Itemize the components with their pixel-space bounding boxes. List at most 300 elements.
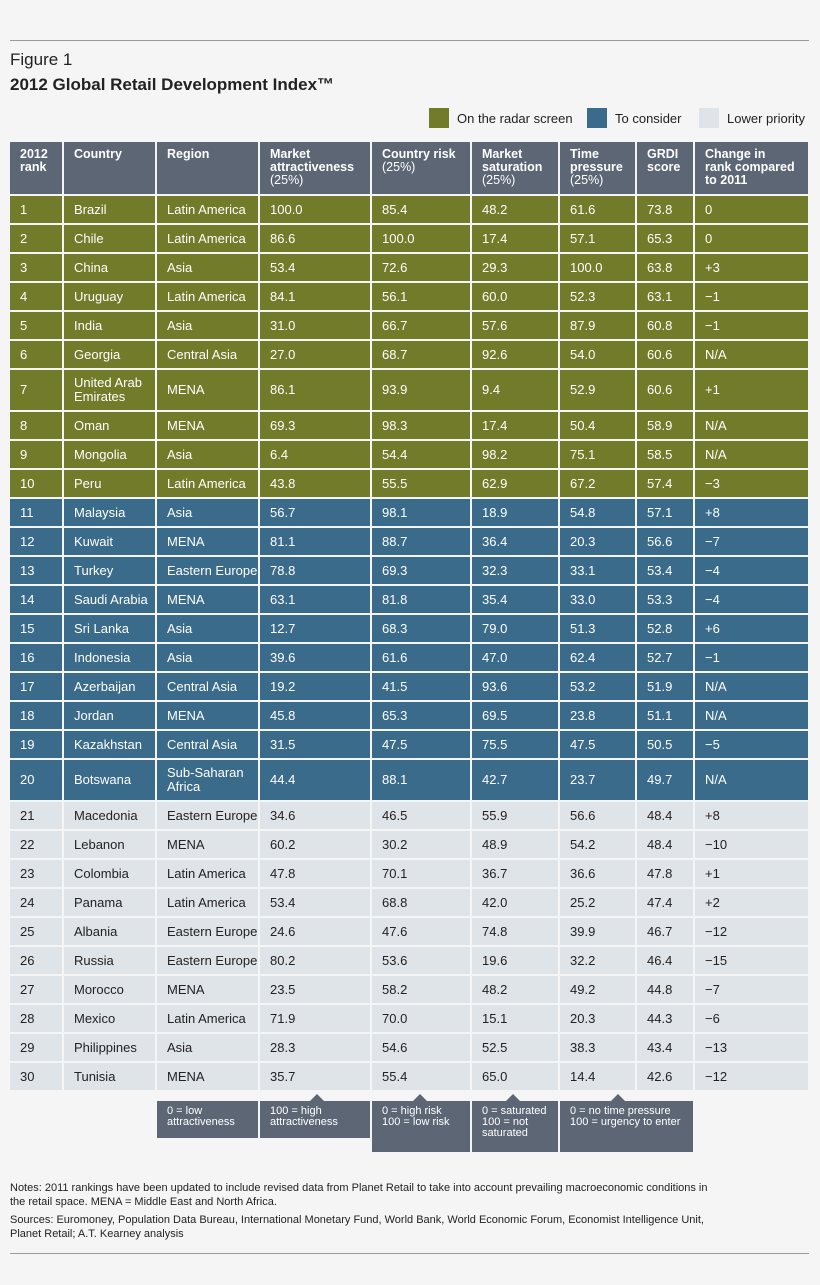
time-pressure-cell: 87.9 xyxy=(560,312,635,339)
country-cell: Tunisia xyxy=(64,1063,155,1090)
country-risk-cell: 88.7 xyxy=(372,528,470,555)
country-risk-cell: 98.3 xyxy=(372,412,470,439)
time-pressure-cell: 36.6 xyxy=(560,860,635,887)
country-risk-cell: 30.2 xyxy=(372,831,470,858)
region-cell: Central Asia xyxy=(157,731,258,758)
time-pressure-cell: 56.6 xyxy=(560,802,635,829)
country-risk-cell: 46.5 xyxy=(372,802,470,829)
time-pressure-cell: 75.1 xyxy=(560,441,635,468)
grdi-score-cell: 60.6 xyxy=(637,341,693,368)
grdi-score-cell: 52.8 xyxy=(637,615,693,642)
country-risk-cell: 88.1 xyxy=(372,760,470,800)
header-market-attractiveness: Market attractiveness (25%) xyxy=(260,142,370,194)
time-pressure-cell: 52.3 xyxy=(560,283,635,310)
time-pressure-cell: 54.2 xyxy=(560,831,635,858)
rank-cell: 12 xyxy=(10,528,62,555)
market-attractiveness-cell: 27.0 xyxy=(260,341,370,368)
region-cell: MENA xyxy=(157,586,258,613)
country-risk-cell: 53.6 xyxy=(372,947,470,974)
time-pressure-cell: 20.3 xyxy=(560,528,635,555)
region-cell: Asia xyxy=(157,441,258,468)
country-risk-cell: 70.0 xyxy=(372,1005,470,1032)
rank-cell: 6 xyxy=(10,341,62,368)
country-cell: Colombia xyxy=(64,860,155,887)
market-attractiveness-cell: 34.6 xyxy=(260,802,370,829)
market-saturation-cell: 74.8 xyxy=(472,918,558,945)
market-saturation-cell: 42.0 xyxy=(472,889,558,916)
time-pressure-cell: 32.2 xyxy=(560,947,635,974)
country-risk-cell: 85.4 xyxy=(372,196,470,223)
market-attractiveness-cell: 31.0 xyxy=(260,312,370,339)
figure-label: Figure 1 xyxy=(10,50,73,69)
grdi-score-cell: 46.7 xyxy=(637,918,693,945)
country-risk-cell: 61.6 xyxy=(372,644,470,671)
grdi-score-cell: 52.7 xyxy=(637,644,693,671)
market-saturation-cell: 36.4 xyxy=(472,528,558,555)
country-risk-cell: 54.6 xyxy=(372,1034,470,1061)
grdi-score-cell: 60.8 xyxy=(637,312,693,339)
country-risk-cell: 66.7 xyxy=(372,312,470,339)
scale-note-line: 100 = low risk xyxy=(382,1116,450,1128)
rank-cell: 21 xyxy=(10,802,62,829)
country-risk-cell: 41.5 xyxy=(372,673,470,700)
grdi-score-cell: 60.6 xyxy=(637,370,693,410)
market-attractiveness-cell: 86.1 xyxy=(260,370,370,410)
grdi-score-cell: 47.8 xyxy=(637,860,693,887)
country-risk-cell: 100.0 xyxy=(372,225,470,252)
rank-cell: 17 xyxy=(10,673,62,700)
rank-change-cell: −12 xyxy=(695,918,808,945)
legend-item xyxy=(699,108,805,128)
market-attractiveness-cell: 12.7 xyxy=(260,615,370,642)
region-cell: Latin America xyxy=(157,470,258,497)
market-attractiveness-cell: 63.1 xyxy=(260,586,370,613)
country-cell: Panama xyxy=(64,889,155,916)
callout-pointer xyxy=(611,1094,625,1101)
market-saturation-cell: 98.2 xyxy=(472,441,558,468)
region-cell: Latin America xyxy=(157,1005,258,1032)
grdi-score-cell: 57.4 xyxy=(637,470,693,497)
grdi-score-cell: 58.5 xyxy=(637,441,693,468)
grdi-score-cell: 47.4 xyxy=(637,889,693,916)
region-cell: Asia xyxy=(157,312,258,339)
grdi-score-cell: 44.3 xyxy=(637,1005,693,1032)
country-cell: Chile xyxy=(64,225,155,252)
market-attractiveness-cell: 84.1 xyxy=(260,283,370,310)
market-saturation-cell: 48.2 xyxy=(472,976,558,1003)
scale-note-line: attractiveness xyxy=(270,1116,338,1128)
rank-cell: 14 xyxy=(10,586,62,613)
region-cell: MENA xyxy=(157,976,258,1003)
rank-change-cell: −5 xyxy=(695,731,808,758)
time-pressure-cell: 50.4 xyxy=(560,412,635,439)
rank-cell: 2 xyxy=(10,225,62,252)
country-cell: Botswana xyxy=(64,760,155,800)
region-cell: Asia xyxy=(157,1034,258,1061)
country-cell: Azerbaijan xyxy=(64,673,155,700)
rank-change-cell: −7 xyxy=(695,976,808,1003)
region-cell: Asia xyxy=(157,499,258,526)
scale-note-line: saturated xyxy=(482,1127,528,1139)
market-saturation-cell: 93.6 xyxy=(472,673,558,700)
top-rule xyxy=(10,40,809,41)
rank-cell: 27 xyxy=(10,976,62,1003)
market-attractiveness-cell: 23.5 xyxy=(260,976,370,1003)
grdi-score-cell: 58.9 xyxy=(637,412,693,439)
country-cell: Peru xyxy=(64,470,155,497)
market-attractiveness-cell: 53.4 xyxy=(260,254,370,281)
legend-label: Lower priority xyxy=(727,110,806,126)
country-risk-cell: 65.3 xyxy=(372,702,470,729)
rank-cell: 19 xyxy=(10,731,62,758)
time-pressure-cell: 25.2 xyxy=(560,889,635,916)
time-pressure-cell: 61.6 xyxy=(560,196,635,223)
rank-cell: 18 xyxy=(10,702,62,729)
country-cell: Malaysia xyxy=(64,499,155,526)
rank-change-cell: +8 xyxy=(695,802,808,829)
region-cell: Eastern Europe xyxy=(157,947,258,974)
rank-cell: 16 xyxy=(10,644,62,671)
rank-change-cell: N/A xyxy=(695,702,808,729)
region-cell: Asia xyxy=(157,254,258,281)
country-risk-cell: 68.7 xyxy=(372,341,470,368)
grdi-score-cell: 53.4 xyxy=(637,557,693,584)
market-attractiveness-cell: 78.8 xyxy=(260,557,370,584)
rank-cell: 1 xyxy=(10,196,62,223)
header-change-in-rank: Change in rank compared to 2011 xyxy=(695,142,808,194)
market-attractiveness-cell: 31.5 xyxy=(260,731,370,758)
rank-change-cell: −12 xyxy=(695,1063,808,1090)
rank-change-cell: −15 xyxy=(695,947,808,974)
rank-change-cell: 0 xyxy=(695,196,808,223)
country-cell: Philippines xyxy=(64,1034,155,1061)
legend-swatch xyxy=(699,108,719,128)
region-cell: MENA xyxy=(157,702,258,729)
scale-note xyxy=(260,1101,370,1138)
region-cell: Eastern Europe xyxy=(157,802,258,829)
region-cell: Central Asia xyxy=(157,341,258,368)
market-saturation-cell: 35.4 xyxy=(472,586,558,613)
rank-cell: 11 xyxy=(10,499,62,526)
region-cell: Sub-Saharan Africa xyxy=(157,760,258,800)
scale-note-line: 100 = urgency to enter xyxy=(570,1116,681,1128)
market-attractiveness-cell: 19.2 xyxy=(260,673,370,700)
rank-cell: 15 xyxy=(10,615,62,642)
time-pressure-cell: 33.0 xyxy=(560,586,635,613)
scale-note xyxy=(157,1101,258,1138)
market-attractiveness-cell: 80.2 xyxy=(260,947,370,974)
rank-cell: 30 xyxy=(10,1063,62,1090)
time-pressure-cell: 54.0 xyxy=(560,341,635,368)
time-pressure-cell: 49.2 xyxy=(560,976,635,1003)
country-cell: Uruguay xyxy=(64,283,155,310)
scale-note-line: 0 = high risk xyxy=(382,1105,442,1117)
market-attractiveness-cell: 53.4 xyxy=(260,889,370,916)
market-saturation-cell: 17.4 xyxy=(472,225,558,252)
country-risk-cell: 70.1 xyxy=(372,860,470,887)
country-cell: Kazakhstan xyxy=(64,731,155,758)
market-saturation-cell: 48.9 xyxy=(472,831,558,858)
time-pressure-cell: 62.4 xyxy=(560,644,635,671)
market-attractiveness-cell: 60.2 xyxy=(260,831,370,858)
rank-change-cell: N/A xyxy=(695,760,808,800)
country-risk-cell: 98.1 xyxy=(372,499,470,526)
country-cell: Lebanon xyxy=(64,831,155,858)
grdi-score-cell: 49.7 xyxy=(637,760,693,800)
rank-cell: 5 xyxy=(10,312,62,339)
rank-cell: 9 xyxy=(10,441,62,468)
rank-change-cell: 0 xyxy=(695,225,808,252)
grdi-score-cell: 42.6 xyxy=(637,1063,693,1090)
country-cell: Albania xyxy=(64,918,155,945)
rank-cell: 22 xyxy=(10,831,62,858)
market-saturation-cell: 75.5 xyxy=(472,731,558,758)
rank-change-cell: +2 xyxy=(695,889,808,916)
country-cell: Macedonia xyxy=(64,802,155,829)
country-cell: Indonesia xyxy=(64,644,155,671)
market-saturation-cell: 55.9 xyxy=(472,802,558,829)
market-saturation-cell: 60.0 xyxy=(472,283,558,310)
market-saturation-cell: 17.4 xyxy=(472,412,558,439)
rank-change-cell: N/A xyxy=(695,341,808,368)
grdi-score-cell: 51.9 xyxy=(637,673,693,700)
header-rank: 2012 rank xyxy=(10,142,62,194)
country-risk-cell: 58.2 xyxy=(372,976,470,1003)
time-pressure-cell: 39.9 xyxy=(560,918,635,945)
time-pressure-cell: 23.8 xyxy=(560,702,635,729)
header-country: Country xyxy=(64,142,155,194)
rank-change-cell: N/A xyxy=(695,441,808,468)
grdi-score-cell: 63.1 xyxy=(637,283,693,310)
rank-cell: 20 xyxy=(10,760,62,800)
header-market-saturation: Market saturation (25%) xyxy=(472,142,558,194)
rank-cell: 28 xyxy=(10,1005,62,1032)
grdi-score-cell: 43.4 xyxy=(637,1034,693,1061)
market-attractiveness-cell: 35.7 xyxy=(260,1063,370,1090)
country-risk-cell: 68.8 xyxy=(372,889,470,916)
scale-note-line: 100 = not xyxy=(482,1116,529,1128)
region-cell: Eastern Europe xyxy=(157,918,258,945)
grdi-score-cell: 73.8 xyxy=(637,196,693,223)
rank-change-cell: −3 xyxy=(695,470,808,497)
region-cell: MENA xyxy=(157,528,258,555)
time-pressure-cell: 57.1 xyxy=(560,225,635,252)
country-cell: United Arab Emirates xyxy=(64,370,155,410)
market-attractiveness-cell: 39.6 xyxy=(260,644,370,671)
rank-cell: 13 xyxy=(10,557,62,584)
rank-change-cell: −4 xyxy=(695,557,808,584)
country-risk-cell: 47.6 xyxy=(372,918,470,945)
region-cell: Latin America xyxy=(157,283,258,310)
scale-note xyxy=(372,1101,470,1152)
rank-change-cell: +1 xyxy=(695,860,808,887)
grdi-score-cell: 48.4 xyxy=(637,802,693,829)
legend-swatch xyxy=(429,108,449,128)
rank-cell: 10 xyxy=(10,470,62,497)
market-saturation-cell: 18.9 xyxy=(472,499,558,526)
country-risk-cell: 54.4 xyxy=(372,441,470,468)
market-attractiveness-cell: 45.8 xyxy=(260,702,370,729)
market-saturation-cell: 15.1 xyxy=(472,1005,558,1032)
scale-note-line: 0 = saturated xyxy=(482,1105,547,1117)
country-risk-cell: 69.3 xyxy=(372,557,470,584)
country-cell: Brazil xyxy=(64,196,155,223)
market-attractiveness-cell: 6.4 xyxy=(260,441,370,468)
country-risk-cell: 72.6 xyxy=(372,254,470,281)
time-pressure-cell: 38.3 xyxy=(560,1034,635,1061)
notes-text: Notes: 2011 rankings have been updated to include revised data from Planet Retail to take into account prevailing macroeconomic conditions in the retail space. MENA = Middle East and North Africa. xyxy=(10,1182,708,1208)
region-cell: Latin America xyxy=(157,196,258,223)
rank-cell: 24 xyxy=(10,889,62,916)
grdi-score-cell: 51.1 xyxy=(637,702,693,729)
time-pressure-cell: 100.0 xyxy=(560,254,635,281)
grdi-score-cell: 44.8 xyxy=(637,976,693,1003)
scale-note-line: 0 = no time pressure xyxy=(570,1105,671,1117)
time-pressure-cell: 54.8 xyxy=(560,499,635,526)
market-attractiveness-cell: 24.6 xyxy=(260,918,370,945)
market-attractiveness-cell: 86.6 xyxy=(260,225,370,252)
region-cell: Latin America xyxy=(157,225,258,252)
market-saturation-cell: 79.0 xyxy=(472,615,558,642)
rank-change-cell: +8 xyxy=(695,499,808,526)
market-saturation-cell: 65.0 xyxy=(472,1063,558,1090)
region-cell: Central Asia xyxy=(157,673,258,700)
country-cell: Georgia xyxy=(64,341,155,368)
market-saturation-cell: 47.0 xyxy=(472,644,558,671)
market-saturation-cell: 32.3 xyxy=(472,557,558,584)
region-cell: Latin America xyxy=(157,860,258,887)
market-attractiveness-cell: 100.0 xyxy=(260,196,370,223)
grdi-score-cell: 63.8 xyxy=(637,254,693,281)
callout-pointer xyxy=(310,1094,324,1101)
country-cell: Kuwait xyxy=(64,528,155,555)
scale-note-line: attractiveness xyxy=(167,1116,235,1128)
grdi-score-cell: 46.4 xyxy=(637,947,693,974)
time-pressure-cell: 20.3 xyxy=(560,1005,635,1032)
grdi-score-cell: 65.3 xyxy=(637,225,693,252)
country-risk-cell: 81.8 xyxy=(372,586,470,613)
legend-item xyxy=(429,108,573,128)
region-cell: Asia xyxy=(157,615,258,642)
rank-change-cell: +6 xyxy=(695,615,808,642)
time-pressure-cell: 23.7 xyxy=(560,760,635,800)
bottom-rule xyxy=(10,1253,809,1254)
country-risk-cell: 55.4 xyxy=(372,1063,470,1090)
rank-cell: 3 xyxy=(10,254,62,281)
region-cell: MENA xyxy=(157,370,258,410)
grdi-score-cell: 56.6 xyxy=(637,528,693,555)
time-pressure-cell: 14.4 xyxy=(560,1063,635,1090)
market-attractiveness-cell: 71.9 xyxy=(260,1005,370,1032)
country-cell: Oman xyxy=(64,412,155,439)
rank-change-cell: −13 xyxy=(695,1034,808,1061)
country-risk-cell: 93.9 xyxy=(372,370,470,410)
country-cell: India xyxy=(64,312,155,339)
market-attractiveness-cell: 81.1 xyxy=(260,528,370,555)
header-country-risk: Country risk (25%) xyxy=(372,142,470,194)
legend-label: To consider xyxy=(615,110,682,126)
market-attractiveness-cell: 56.7 xyxy=(260,499,370,526)
rank-change-cell: N/A xyxy=(695,412,808,439)
country-risk-cell: 55.5 xyxy=(372,470,470,497)
country-cell: Turkey xyxy=(64,557,155,584)
legend-swatch xyxy=(587,108,607,128)
market-saturation-cell: 29.3 xyxy=(472,254,558,281)
country-cell: Russia xyxy=(64,947,155,974)
rank-change-cell: −7 xyxy=(695,528,808,555)
rank-cell: 23 xyxy=(10,860,62,887)
rank-change-cell: −6 xyxy=(695,1005,808,1032)
market-saturation-cell: 19.6 xyxy=(472,947,558,974)
scale-note xyxy=(560,1101,693,1152)
time-pressure-cell: 33.1 xyxy=(560,557,635,584)
rank-cell: 26 xyxy=(10,947,62,974)
time-pressure-cell: 67.2 xyxy=(560,470,635,497)
market-attractiveness-cell: 69.3 xyxy=(260,412,370,439)
country-cell: Saudi Arabia xyxy=(64,586,155,613)
legend-label: On the radar screen xyxy=(457,110,573,126)
time-pressure-cell: 53.2 xyxy=(560,673,635,700)
market-saturation-cell: 9.4 xyxy=(472,370,558,410)
market-saturation-cell: 62.9 xyxy=(472,470,558,497)
market-saturation-cell: 57.6 xyxy=(472,312,558,339)
market-saturation-cell: 42.7 xyxy=(472,760,558,800)
scale-note xyxy=(472,1101,558,1152)
callout-pointer xyxy=(506,1094,520,1101)
header-time-pressure: Time pressure (25%) xyxy=(560,142,635,194)
country-cell: Sri Lanka xyxy=(64,615,155,642)
country-cell: Mongolia xyxy=(64,441,155,468)
country-cell: Morocco xyxy=(64,976,155,1003)
market-saturation-cell: 52.5 xyxy=(472,1034,558,1061)
market-saturation-cell: 69.5 xyxy=(472,702,558,729)
region-cell: Latin America xyxy=(157,889,258,916)
market-saturation-cell: 92.6 xyxy=(472,341,558,368)
market-attractiveness-cell: 28.3 xyxy=(260,1034,370,1061)
grdi-score-cell: 53.3 xyxy=(637,586,693,613)
rank-change-cell: +1 xyxy=(695,370,808,410)
grdi-score-cell: 57.1 xyxy=(637,499,693,526)
region-cell: Eastern Europe xyxy=(157,557,258,584)
region-cell: MENA xyxy=(157,412,258,439)
rank-change-cell: +3 xyxy=(695,254,808,281)
rank-change-cell: −4 xyxy=(695,586,808,613)
rank-change-cell: N/A xyxy=(695,673,808,700)
time-pressure-cell: 51.3 xyxy=(560,615,635,642)
rank-cell: 7 xyxy=(10,370,62,410)
rank-change-cell: −1 xyxy=(695,283,808,310)
market-saturation-cell: 48.2 xyxy=(472,196,558,223)
time-pressure-cell: 47.5 xyxy=(560,731,635,758)
rank-change-cell: −1 xyxy=(695,312,808,339)
rank-change-cell: −1 xyxy=(695,644,808,671)
region-cell: MENA xyxy=(157,831,258,858)
country-risk-cell: 68.3 xyxy=(372,615,470,642)
country-risk-cell: 56.1 xyxy=(372,283,470,310)
country-cell: Mexico xyxy=(64,1005,155,1032)
rank-cell: 25 xyxy=(10,918,62,945)
sources-text: Sources: Euromoney, Population Data Bureau, International Monetary Fund, World Bank, World Economic Forum, Economist Intelligence Unit, Planet Retail; A.T. Kearney analysis xyxy=(10,1214,704,1240)
rank-cell: 4 xyxy=(10,283,62,310)
header-grdi-score: GRDI score xyxy=(637,142,693,194)
country-risk-cell: 47.5 xyxy=(372,731,470,758)
rank-change-cell: −10 xyxy=(695,831,808,858)
country-cell: Jordan xyxy=(64,702,155,729)
rank-cell: 29 xyxy=(10,1034,62,1061)
grdi-score-cell: 48.4 xyxy=(637,831,693,858)
scale-note-line: 100 = high xyxy=(270,1105,322,1117)
market-saturation-cell: 36.7 xyxy=(472,860,558,887)
